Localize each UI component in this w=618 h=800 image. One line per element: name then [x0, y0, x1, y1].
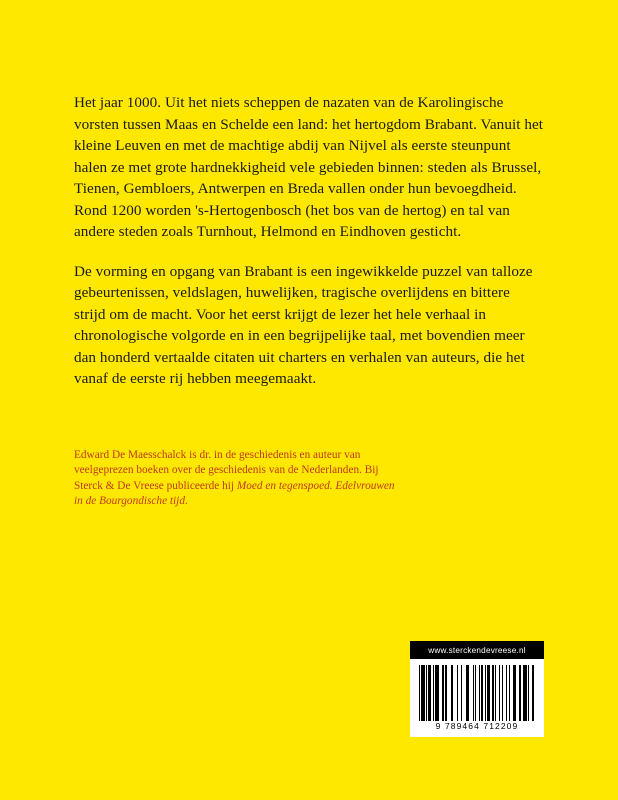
barcode-bars [419, 665, 535, 721]
author-bio-line-2: van veelgeprezen boeken over de geschiedenis van de [74, 449, 361, 477]
publisher-website-label[interactable]: www.sterckendevreese.nl [410, 641, 544, 659]
author-bio-title-part-1: Moed en [236, 479, 277, 492]
barcode-block [410, 641, 544, 737]
barcode-bar [534, 665, 535, 721]
blurb-paragraph-2: De vorming en opgang van Brabant is een ingewikkelde puzzel van talloze gebeurtenissen, veldslagen, huwelijken, tragische overlijdens en bittere strijd om de macht. Voor het eerst krijgt de lezer het hele verhaal in chronologische volgorde en in een begrijpelijke taal, met bovendien meer dan honderd vertaalde citaten uit charters en verhalen van auteurs, die het vanaf de eerste rij hebben meegemaakt. [74, 262, 533, 387]
author-bio-line-3: Nederlanden. Bij Sterck & De Vreese publiceerde hij [74, 464, 379, 492]
author-bio-block [74, 448, 404, 510]
blurb-text-block [74, 92, 544, 390]
author-bio-line-1: Edward De Maesschalck is dr. in de geschiedenis en auteur [74, 449, 342, 461]
author-bio-period: . [184, 495, 188, 508]
blurb-paragraph-1: Het jaar 1000. Uit het niets scheppen de nazaten van de Karolingische vorsten tussen Maas en Schelde een land: het hertogdom Brabant. Vanuit het kleine Leuven en met de machtige abdij van Nijvel als eerste steunpunt halen ze met grote hardnekkigheid vele gebieden binnen: steden als Brussel, Tienen, Gembloers, Antwerpen en Breda vallen onder hun bevoegdheid. Rond 1200 worden 's-Hertogenbosch (het bos van de hertog) en tal van andere steden zoals Turnhout, Helmond en Eindhoven gesticht. [74, 94, 544, 240]
barcode-ean-digits: 9 789464 712209 [435, 721, 519, 731]
author-bio-title-part-2: tegenspoed. Edelvrouwen in de Bourgondische tijd [74, 479, 395, 508]
